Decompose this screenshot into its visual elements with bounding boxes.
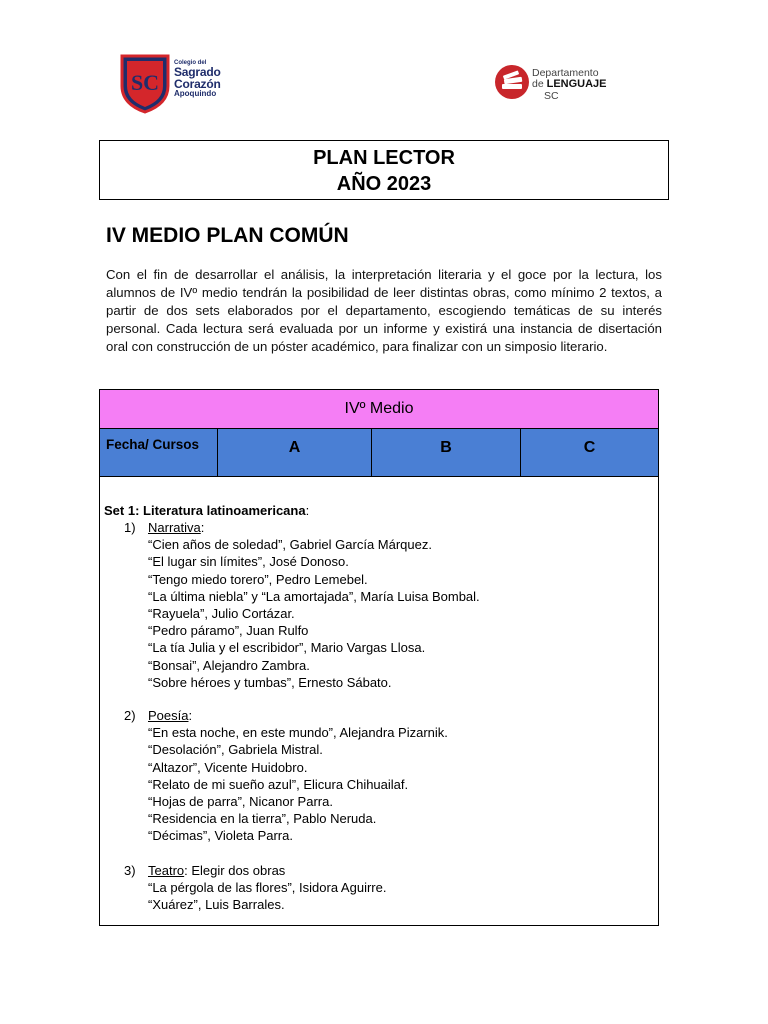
list-item: “Tengo miedo torero”, Pedro Lemebel. — [148, 571, 368, 587]
school-logo — [120, 52, 240, 122]
school-name — [174, 60, 221, 98]
table-header-row — [100, 390, 658, 429]
list-item: “Cien años de soledad”, Gabriel García Márquez. — [148, 537, 432, 553]
group-suffix: : Elegir dos obras — [184, 863, 286, 878]
school-name-line3: Corazón — [174, 77, 221, 91]
list-item: “Sobre héroes y tumbas”, Ernesto Sábato. — [148, 674, 392, 690]
school-name-line2: Sagrado — [174, 65, 221, 79]
school-shield-icon — [120, 52, 170, 114]
list-item: “Hojas de parra”, Nicanor Parra. — [148, 794, 333, 810]
department-line2-prefix: de — [532, 78, 544, 91]
group-heading — [124, 707, 448, 724]
document-title-box — [99, 140, 669, 200]
school-name-line4: Apoquindo — [174, 89, 217, 98]
list-item: “Décimas”, Violeta Parra. — [148, 828, 293, 844]
book-list — [124, 536, 480, 691]
reading-plan-table — [99, 389, 659, 926]
list-item: “Pedro páramo”, Juan Rulfo — [148, 623, 309, 639]
group-heading — [124, 862, 386, 879]
column-b: B — [372, 429, 521, 476]
list-item: “Bonsai”, Alejandro Zambra. — [148, 657, 310, 673]
column-fecha-cursos: Fecha/ Cursos — [100, 429, 218, 476]
column-a: A — [218, 429, 372, 476]
title-line1: PLAN LECTOR — [313, 147, 455, 169]
list-item: “Residencia en la tierra”, Pablo Neruda. — [148, 811, 377, 827]
department-name — [532, 68, 607, 102]
list-item: “Rayuela”, Julio Cortázar. — [148, 606, 295, 622]
table-header-label: IVº Medio — [344, 400, 414, 417]
department-logo — [494, 64, 634, 108]
set-title-colon: : — [305, 503, 310, 518]
list-item: “Desolación”, Gabriela Mistral. — [148, 742, 323, 758]
svg-text:SC: SC — [130, 70, 160, 95]
group-number: 3) — [124, 863, 136, 878]
group-label: Poesía — [148, 708, 189, 723]
table-columns-row — [100, 429, 658, 477]
list-item: “Relato de mi sueño azul”, Elicura Chihuailaf. — [148, 776, 409, 792]
group-suffix: : — [188, 708, 193, 723]
department-line3: SC — [544, 89, 559, 102]
group-poesia — [124, 707, 448, 845]
school-name-line1: Colegio del — [174, 60, 207, 66]
set-title-text: Set 1: Literatura latinoamericana — [104, 503, 306, 518]
group-narrativa — [124, 519, 480, 691]
list-item: “Altazor”, Vicente Huidobro. — [148, 759, 308, 775]
books-icon — [494, 64, 530, 100]
book-list — [124, 879, 386, 913]
list-item: “La última niebla” y “La amortajada”, María Luisa Bombal. — [148, 588, 480, 604]
column-c: C — [583, 439, 596, 456]
group-heading — [124, 519, 480, 536]
group-number: 1) — [124, 520, 136, 535]
group-label: Narrativa — [148, 520, 201, 535]
table-content — [100, 477, 658, 925]
list-item: “Xuárez”, Luis Barrales. — [148, 897, 285, 913]
list-item: “El lugar sin límites”, José Donoso. — [148, 554, 349, 570]
section-heading: IV MEDIO PLAN COMÚN — [106, 224, 349, 247]
department-line2-bold: LENGUAJE — [546, 78, 607, 91]
group-teatro — [124, 862, 386, 914]
title-line2: AÑO 2023 — [336, 173, 432, 195]
group-suffix: : — [200, 520, 205, 535]
department-line1: Departamento — [532, 67, 599, 79]
list-item: “En esta noche, en este mundo”, Alejandra Pizarnik. — [148, 725, 448, 741]
group-label: Teatro — [148, 863, 185, 878]
intro-paragraph: Con el fin de desarrollar el análisis, la interpretación literaria y el goce por la lectura, los alumnos de IVº medio tendrán la posibilidad de leer distintas obras, como mínimo 2 textos, a partir de dos sets elaborados por el departamento, escogiendo temáticas de su interés personal. Cada lectura será evaluada por un informe y existirá una instancia de disertación oral con construcción de un póster académico, para finalizar con un simposio literario. — [106, 267, 662, 354]
department-line2 — [532, 79, 607, 91]
book-list — [124, 724, 448, 844]
group-number: 2) — [124, 708, 136, 723]
set-title — [104, 502, 309, 519]
list-item: “La tía Julia y el escribidor”, Mario Vargas Llosa. — [148, 640, 426, 656]
list-item: “La pérgola de las flores”, Isidora Aguirre. — [148, 880, 387, 896]
